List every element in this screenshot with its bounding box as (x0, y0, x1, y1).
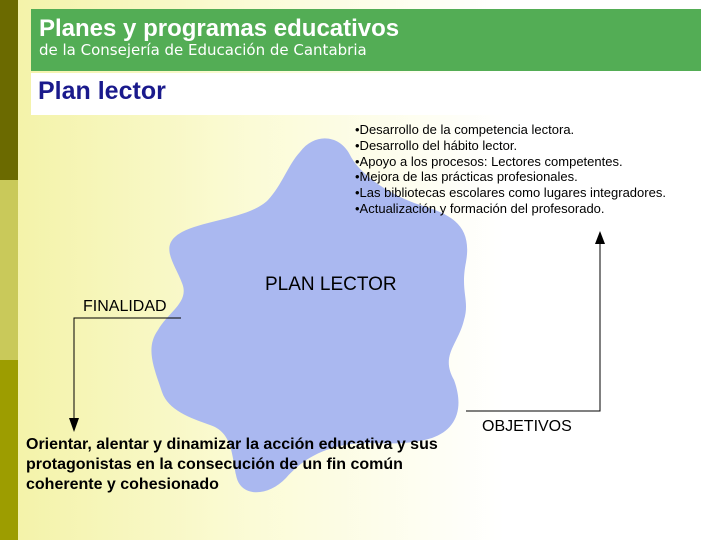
objectives-list (355, 122, 666, 217)
finalidad-label: FINALIDAD (83, 298, 167, 315)
objetivos-connector-line (466, 244, 600, 411)
objetivos-arrowhead (595, 231, 605, 244)
list-item: •Mejora de las prácticas profesionales. (355, 169, 578, 185)
list-item: •Desarrollo del hábito lector. (355, 137, 518, 153)
list-item: •Desarrollo de la competencia lectora. (355, 122, 575, 137)
objetivos-label: OBJETIVOS (482, 418, 572, 435)
list-item: •Actualización y formación del profesorado. (355, 200, 605, 216)
page-subtitle: de la Consejería de Educación de Cantabria (39, 41, 367, 59)
page-title: Planes y programas educativos (39, 15, 400, 42)
finalidad-arrowhead (69, 418, 79, 432)
plan-lector-label: PLAN LECTOR (265, 274, 397, 295)
list-item: •Apoyo a los procesos: Lectores competentes. (355, 153, 623, 169)
purpose-statement: Orientar, alentar y dinamizar la acción educativa y sus protagonistas en la consecución de un fin común coherente y cohesionado (26, 436, 438, 493)
list-item: •Las bibliotecas escolares como lugares integradores. (355, 185, 666, 201)
section-title: Plan lector (38, 77, 166, 105)
